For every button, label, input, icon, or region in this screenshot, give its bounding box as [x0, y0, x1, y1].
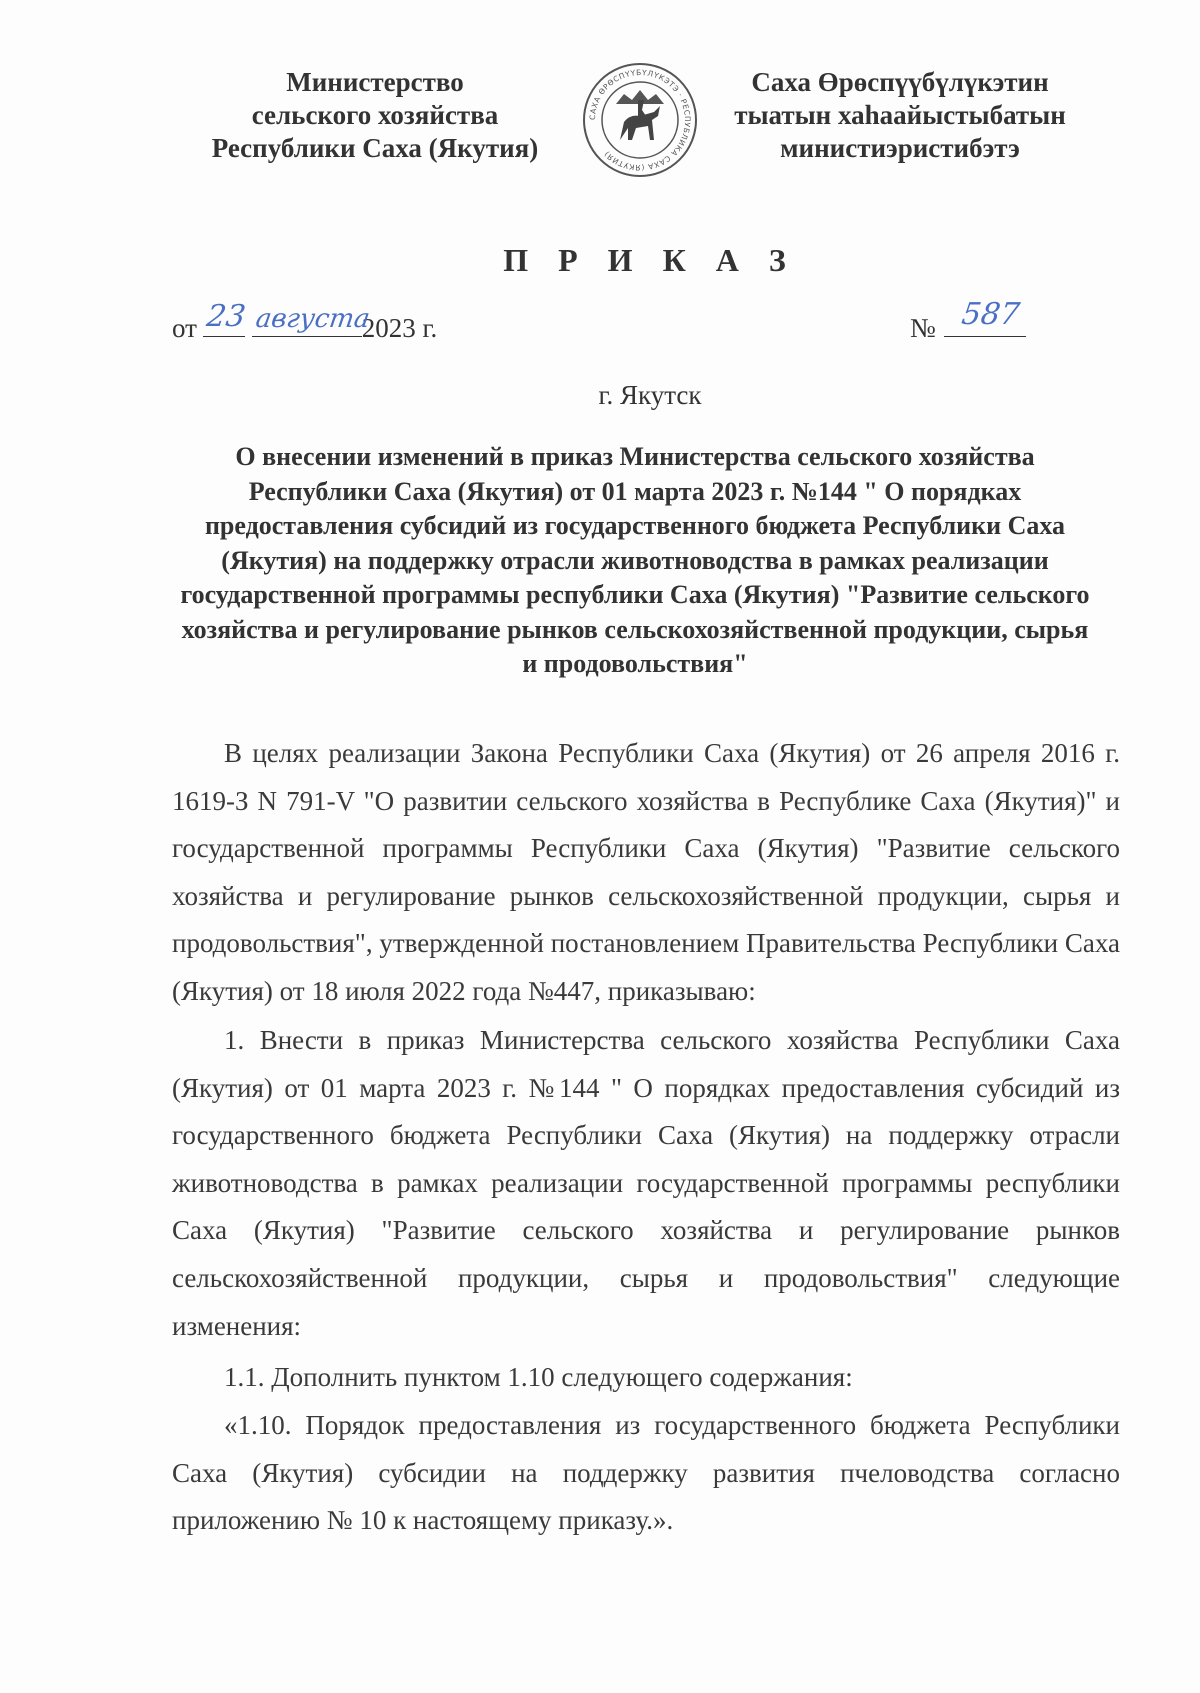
- ministry-name-line: тыатын хаһаайыстыбатын: [734, 100, 1066, 130]
- handwritten-month: августа: [253, 304, 372, 334]
- date-month-field: [252, 304, 372, 337]
- city-name: г. Якутск: [598, 380, 702, 410]
- handwritten-day: 23: [204, 299, 248, 334]
- date-day-field: [203, 299, 248, 337]
- paragraph-text: 1. Внести в приказ Министерства сельского хозяйства Республики Саха (Якутия) от 01 марта 2023 г. №144 " О порядках предоставления субсидий из государственного бюджета Республики Саха (Якутия) на поддержку отрасли животноводства в рамках реализации государственной программы республики Саха (Якутия) "Развитие сельского хозяйства и регулирование рынков сельскохозяйственной продукции, сырья и продовольствия" следующие изменения:: [172, 1025, 1120, 1341]
- coat-of-arms-sakha-icon: [580, 60, 700, 180]
- number-sign: №: [910, 313, 936, 343]
- emblem-ring-text: САХА ӨРӨСПҮҮБҮЛҮКЭТЭ · РЕСПУБЛИКА САХА (ЯКУТИЯ): [587, 67, 693, 173]
- ministry-name-sakha: [730, 66, 1070, 165]
- document-title: П Р И К А З: [503, 242, 797, 278]
- paragraph-text: «1.10. Порядок предоставления из государственного бюджета Республики Саха (Якутия) субсидии на поддержку развития пчеловодства согласно приложению № 10 к настоящему приказу.».: [172, 1410, 1120, 1536]
- ministry-name-line: Саха Өрөспүүбүлүкэтин: [751, 67, 1049, 97]
- ministry-name-line: сельского хозяйства: [251, 100, 499, 130]
- order-subject: О внесении изменений в приказ Министерства сельского хозяйства Республики Саха (Якутия) от 01 марта 2023 г. №144 " О порядках предоставления субсидий из государственного бюджета Республики Саха (Якутия) на поддержку отрасли животноводства в рамках реализации государственной программы республики Саха (Якутия) "Развитие сельского хозяйства и регулирование рынков сельскохозяйственной продукции, сырья и продовольствия": [180, 442, 1090, 678]
- ministry-name-line: Министерство: [286, 67, 464, 97]
- ministry-name-line: Республики Саха (Якутия): [211, 133, 539, 163]
- paragraph-text: 1.1. Дополнить пунктом 1.10 следующего содержания:: [224, 1362, 853, 1392]
- preamble-paragraph: [172, 730, 1120, 1016]
- number-field: [944, 297, 1026, 337]
- date-prefix: от: [172, 313, 197, 343]
- clause-1-paragraph: [172, 1017, 1120, 1350]
- order-number: [910, 297, 1026, 344]
- clause-1-10-paragraph: [172, 1402, 1120, 1545]
- paragraph-text: В целях реализации Закона Республики Саха (Якутия) от 26 апреля 2016 г. 1619-З N 791-V "О развитии сельского хозяйства в Республике Саха (Якутия)" и государственной программы Республики Саха (Якутия) "Развитие сельского хозяйства и регулирование рынков сельскохозяйственной продукции, сырья и продовольствия", утвержденной постановлением Правительства Республики Саха (Якутия) от 18 июля 2022 года №447, приказываю:: [172, 738, 1120, 1006]
- handwritten-number: 587: [959, 297, 1022, 332]
- date-year: 2023 г.: [361, 313, 438, 343]
- order-date: [172, 299, 438, 344]
- ministry-name-line: министиэристибэтэ: [780, 133, 1020, 163]
- clause-1-1-paragraph: [172, 1354, 1120, 1402]
- ministry-name-russian: [195, 66, 555, 165]
